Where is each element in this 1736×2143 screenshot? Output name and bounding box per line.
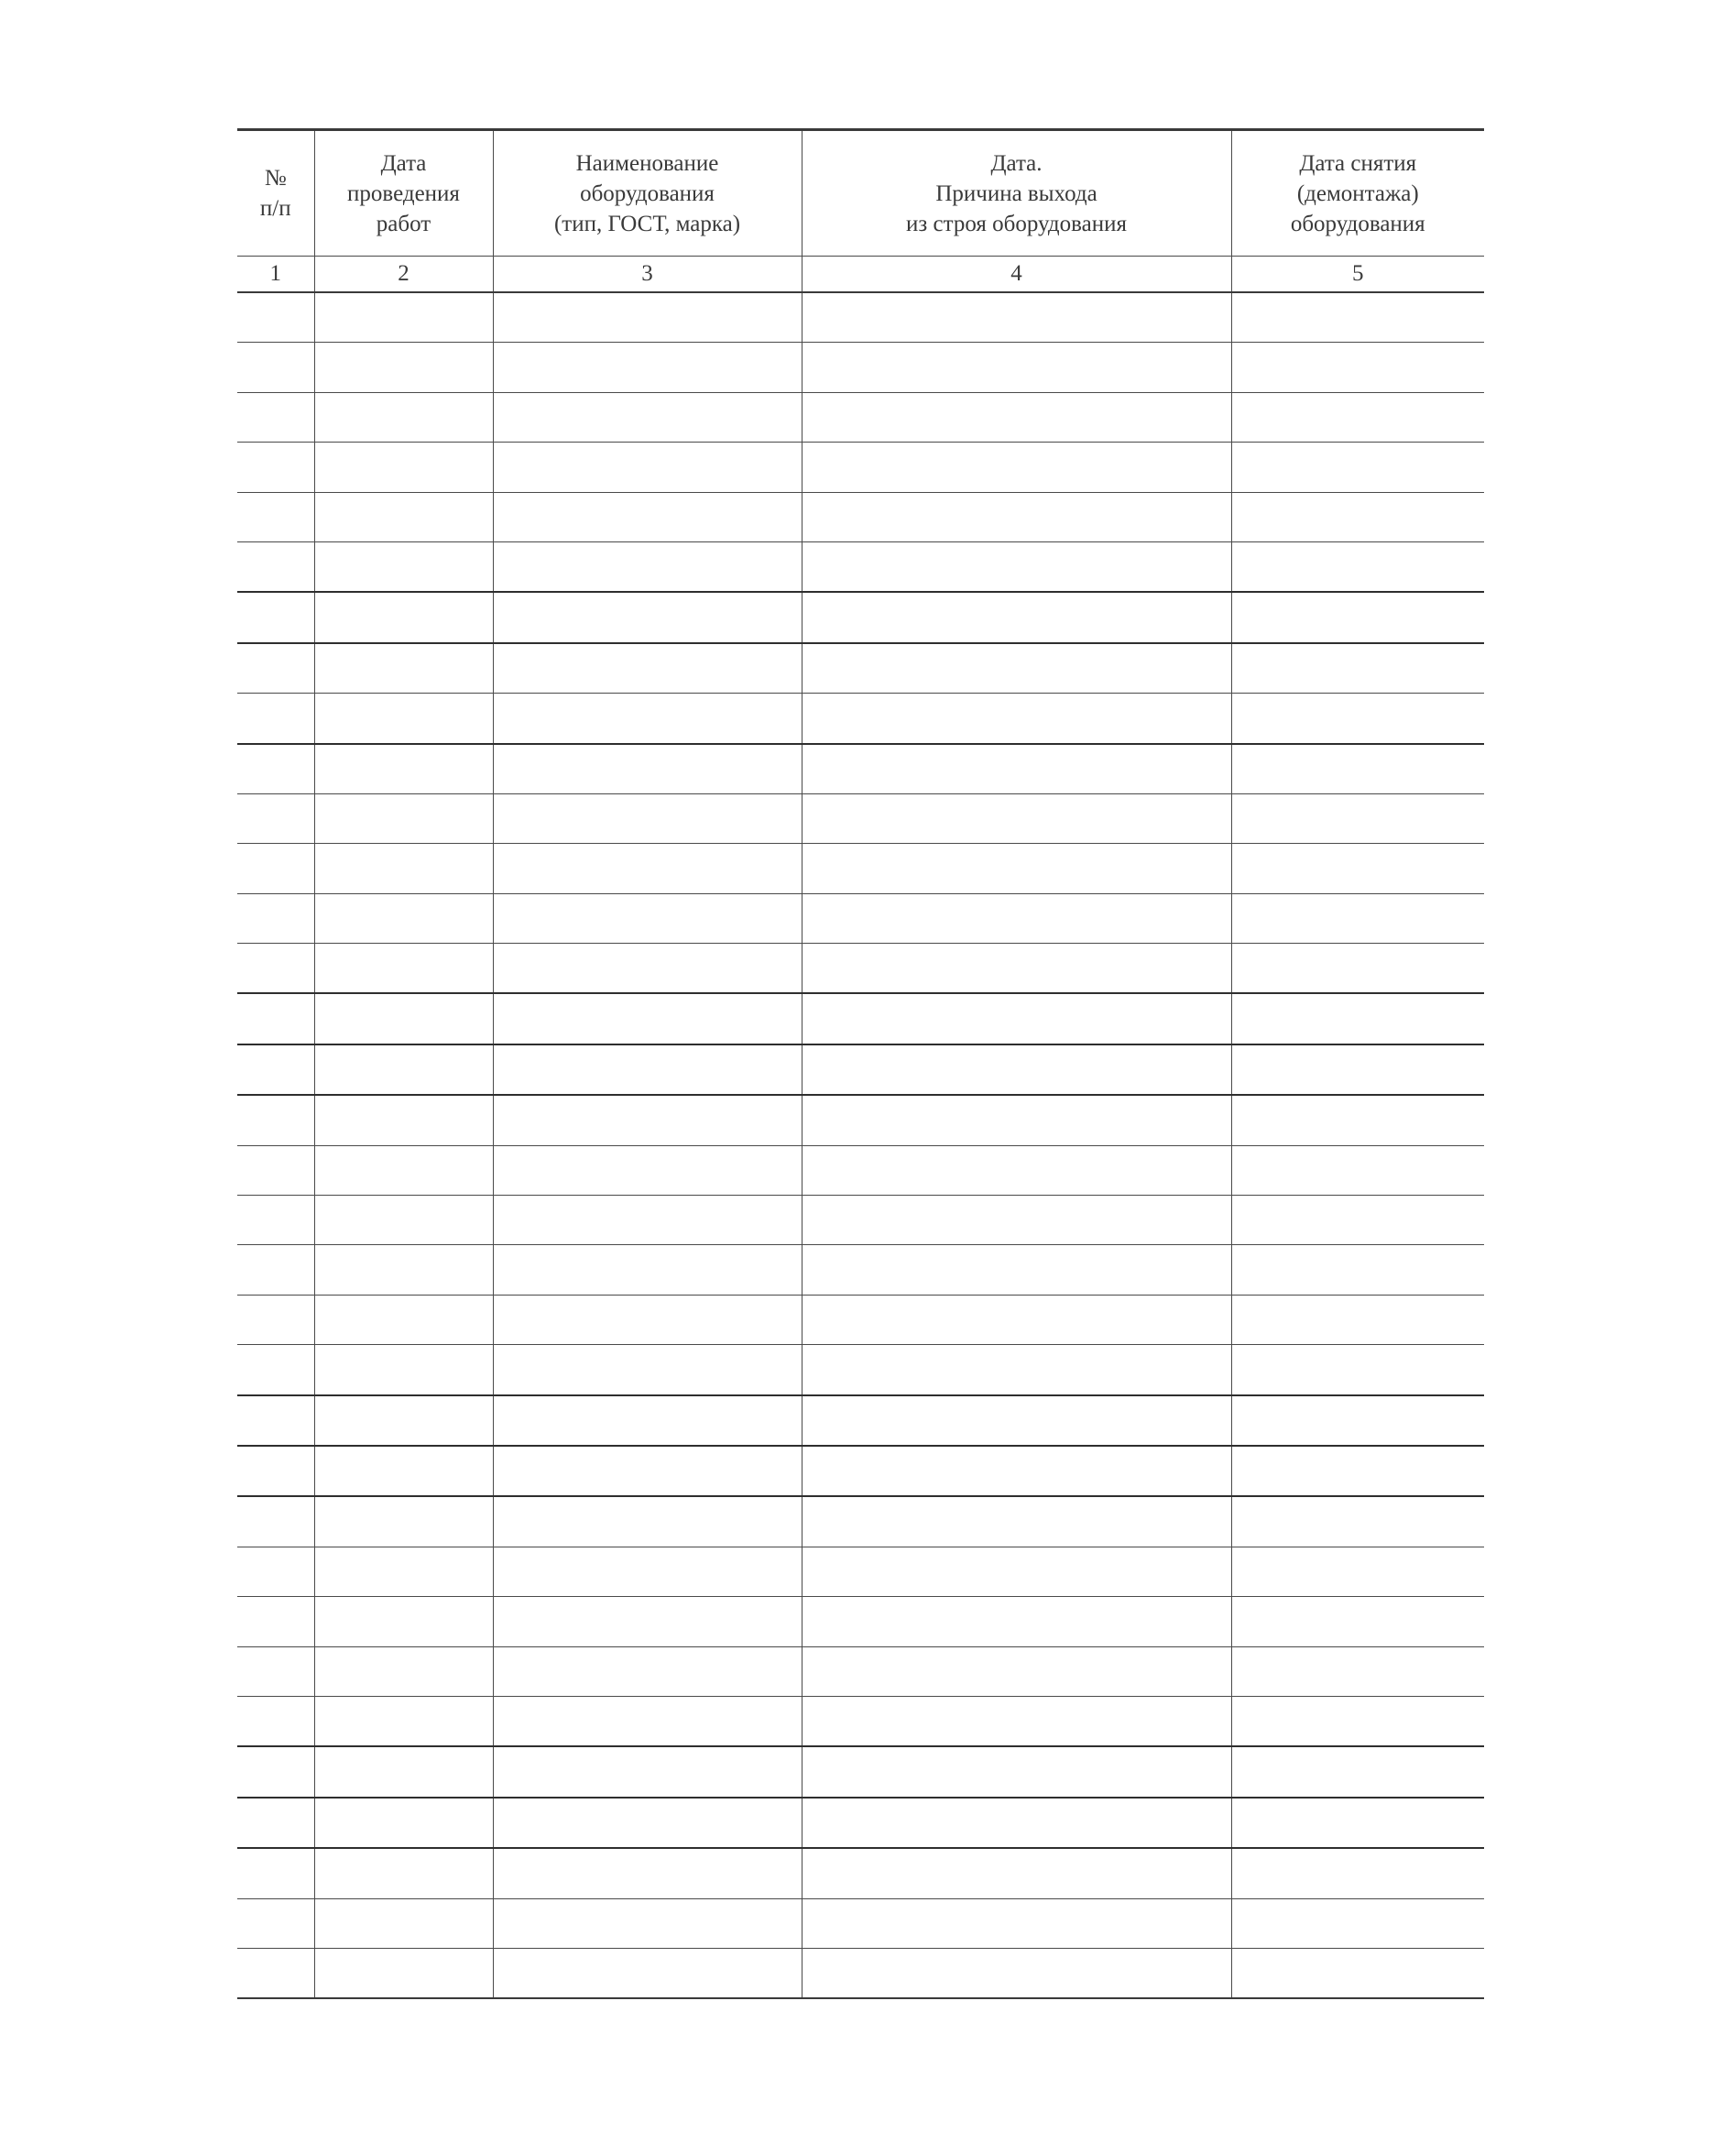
column-number-5: 5 <box>1231 257 1484 293</box>
table-cell[interactable] <box>493 744 802 794</box>
table-cell[interactable] <box>314 1547 493 1596</box>
table-cell[interactable] <box>1231 443 1484 492</box>
table-cell[interactable] <box>1231 744 1484 794</box>
table-row <box>237 343 1484 392</box>
table-row <box>237 1245 1484 1295</box>
table-cell[interactable] <box>1231 1295 1484 1344</box>
table-cell[interactable] <box>1231 643 1484 694</box>
table-cell[interactable] <box>1231 1798 1484 1848</box>
table-cell[interactable] <box>237 1746 314 1797</box>
table-cell[interactable] <box>237 1245 314 1295</box>
table-cell[interactable] <box>1231 1547 1484 1596</box>
table-cell[interactable] <box>493 893 802 943</box>
table-row <box>237 744 1484 794</box>
table-cell[interactable] <box>314 1848 493 1898</box>
table-cell[interactable] <box>493 1597 802 1646</box>
table-cell[interactable] <box>802 844 1231 893</box>
table-cell[interactable] <box>802 1044 1231 1095</box>
table-cell[interactable] <box>314 1044 493 1095</box>
table-cell[interactable] <box>493 592 802 642</box>
table-cell[interactable] <box>493 1446 802 1496</box>
table-cell[interactable] <box>802 1196 1231 1245</box>
table-cell[interactable] <box>237 541 314 592</box>
table-cell[interactable] <box>1231 492 1484 541</box>
table-row <box>237 643 1484 694</box>
table-cell[interactable] <box>802 592 1231 642</box>
table-cell[interactable] <box>237 643 314 694</box>
header-removal-date: Дата снятия (демонтажа) оборудования <box>1231 130 1484 257</box>
table-cell[interactable] <box>314 744 493 794</box>
table-cell[interactable] <box>314 844 493 893</box>
table-cell[interactable] <box>802 1095 1231 1145</box>
table-cell[interactable] <box>237 1196 314 1245</box>
table-cell[interactable] <box>1231 1345 1484 1395</box>
table-cell[interactable] <box>493 443 802 492</box>
table-cell[interactable] <box>802 1898 1231 1948</box>
table-cell[interactable] <box>802 793 1231 843</box>
header-failure-reason: Дата. Причина выхода из строя оборудования <box>802 130 1231 257</box>
table-cell[interactable] <box>802 1345 1231 1395</box>
table-cell[interactable] <box>237 392 314 442</box>
table-cell[interactable] <box>1231 1898 1484 1948</box>
table-row <box>237 844 1484 893</box>
table-row <box>237 1746 1484 1797</box>
table-row <box>237 1798 1484 1848</box>
table-cell[interactable] <box>237 694 314 744</box>
table-row <box>237 1848 1484 1898</box>
equipment-log-table <box>237 128 1484 1999</box>
table-cell[interactable] <box>493 944 802 994</box>
table-row <box>237 944 1484 994</box>
table-cell[interactable] <box>237 1948 314 1998</box>
table-cell[interactable] <box>493 541 802 592</box>
table-row <box>237 1095 1484 1145</box>
column-number-1: 1 <box>237 257 314 293</box>
table-cell[interactable] <box>1231 1597 1484 1646</box>
table-cell[interactable] <box>1231 541 1484 592</box>
table-cell[interactable] <box>237 944 314 994</box>
table-cell[interactable] <box>237 1095 314 1145</box>
table-row <box>237 793 1484 843</box>
table-cell[interactable] <box>237 1848 314 1898</box>
table-cell[interactable] <box>1231 1496 1484 1547</box>
table-cell[interactable] <box>493 1345 802 1395</box>
header-number: № п/п <box>237 130 314 257</box>
table-row <box>237 1948 1484 1998</box>
table-cell[interactable] <box>802 1848 1231 1898</box>
table-cell[interactable] <box>314 292 493 343</box>
table-cell[interactable] <box>493 643 802 694</box>
table-cell[interactable] <box>802 893 1231 943</box>
table-row <box>237 1196 1484 1245</box>
table-cell[interactable] <box>314 443 493 492</box>
table-row <box>237 1496 1484 1547</box>
table-cell[interactable] <box>237 893 314 943</box>
table-cell[interactable] <box>802 694 1231 744</box>
header-equipment-name: Наименование оборудования (тип, ГОСТ, марка) <box>493 130 802 257</box>
table-cell[interactable] <box>493 392 802 442</box>
table-cell[interactable] <box>314 1345 493 1395</box>
table-cell[interactable] <box>237 343 314 392</box>
table-cell[interactable] <box>802 1395 1231 1446</box>
table-body <box>237 292 1484 1998</box>
table-row <box>237 694 1484 744</box>
table-row <box>237 541 1484 592</box>
table-cell[interactable] <box>314 1295 493 1344</box>
table-cell[interactable] <box>802 1597 1231 1646</box>
table-cell[interactable] <box>314 893 493 943</box>
table-cell[interactable] <box>314 1646 493 1696</box>
table-cell[interactable] <box>237 592 314 642</box>
table-cell[interactable] <box>1231 1395 1484 1446</box>
table-cell[interactable] <box>493 343 802 392</box>
table-cell[interactable] <box>802 1798 1231 1848</box>
table-cell[interactable] <box>314 1696 493 1746</box>
table-cell[interactable] <box>237 1295 314 1344</box>
table-cell[interactable] <box>493 492 802 541</box>
table-cell[interactable] <box>237 1696 314 1746</box>
table-cell[interactable] <box>1231 392 1484 442</box>
table-cell[interactable] <box>802 443 1231 492</box>
table-cell[interactable] <box>314 343 493 392</box>
table-cell[interactable] <box>314 1245 493 1295</box>
table-cell[interactable] <box>314 1145 493 1195</box>
table-cell[interactable] <box>802 1446 1231 1496</box>
table-cell[interactable] <box>1231 1446 1484 1496</box>
table-cell[interactable] <box>802 1547 1231 1596</box>
table-cell[interactable] <box>1231 1095 1484 1145</box>
table-cell[interactable] <box>1231 1145 1484 1195</box>
table-row <box>237 392 1484 442</box>
table-cell[interactable] <box>493 1145 802 1195</box>
table-cell[interactable] <box>493 1496 802 1547</box>
table-cell[interactable] <box>493 1095 802 1145</box>
table-cell[interactable] <box>314 1948 493 1998</box>
table-row <box>237 1898 1484 1948</box>
table-row <box>237 1345 1484 1395</box>
table-cell[interactable] <box>314 541 493 592</box>
table-cell[interactable] <box>802 392 1231 442</box>
table-cell[interactable] <box>493 1295 802 1344</box>
table-cell[interactable] <box>1231 844 1484 893</box>
table-cell[interactable] <box>314 392 493 442</box>
table-row <box>237 1295 1484 1344</box>
table-row <box>237 1597 1484 1646</box>
table-cell[interactable] <box>314 1597 493 1646</box>
table-row <box>237 1547 1484 1596</box>
table-cell[interactable] <box>493 1245 802 1295</box>
table-cell[interactable] <box>1231 1696 1484 1746</box>
table-cell[interactable] <box>802 1295 1231 1344</box>
table-row <box>237 1696 1484 1746</box>
table-cell[interactable] <box>314 492 493 541</box>
table-cell[interactable] <box>314 643 493 694</box>
table-cell[interactable] <box>493 1898 802 1948</box>
table-cell[interactable] <box>314 944 493 994</box>
table-cell[interactable] <box>237 292 314 343</box>
table-cell[interactable] <box>802 944 1231 994</box>
table-cell[interactable] <box>493 1696 802 1746</box>
table-row <box>237 1145 1484 1195</box>
table-cell[interactable] <box>802 1746 1231 1797</box>
table-cell[interactable] <box>493 1196 802 1245</box>
table-cell[interactable] <box>237 492 314 541</box>
table-cell[interactable] <box>237 1345 314 1395</box>
table-cell[interactable] <box>314 1395 493 1446</box>
column-number-4: 4 <box>802 257 1231 293</box>
table-cell[interactable] <box>1231 893 1484 943</box>
table-cell[interactable] <box>237 1597 314 1646</box>
table-cell[interactable] <box>1231 292 1484 343</box>
table-cell[interactable] <box>493 1798 802 1848</box>
table-cell[interactable] <box>237 1898 314 1948</box>
table-row <box>237 492 1484 541</box>
table-row <box>237 292 1484 343</box>
table-cell[interactable] <box>802 1948 1231 1998</box>
table-cell[interactable] <box>802 541 1231 592</box>
table-cell[interactable] <box>802 343 1231 392</box>
table-cell[interactable] <box>493 1547 802 1596</box>
table-cell[interactable] <box>237 844 314 893</box>
header-work-date: Дата проведения работ <box>314 130 493 257</box>
table-cell[interactable] <box>493 694 802 744</box>
table-cell[interactable] <box>802 993 1231 1044</box>
table-cell[interactable] <box>237 1446 314 1496</box>
table-cell[interactable] <box>493 1948 802 1998</box>
table-row <box>237 1446 1484 1496</box>
table-cell[interactable] <box>314 592 493 642</box>
table-row <box>237 993 1484 1044</box>
table-cell[interactable] <box>493 1395 802 1446</box>
table-cell[interactable] <box>1231 993 1484 1044</box>
table-cell[interactable] <box>314 1746 493 1797</box>
table-cell[interactable] <box>237 1496 314 1547</box>
table-cell[interactable] <box>802 1245 1231 1295</box>
table-row <box>237 893 1484 943</box>
table-cell[interactable] <box>1231 592 1484 642</box>
table-cell[interactable] <box>802 744 1231 794</box>
table-cell[interactable] <box>314 1798 493 1848</box>
table-cell[interactable] <box>1231 1948 1484 1998</box>
table-cell[interactable] <box>237 1547 314 1596</box>
table-row <box>237 592 1484 642</box>
table-cell[interactable] <box>802 643 1231 694</box>
table-cell[interactable] <box>237 744 314 794</box>
table-cell[interactable] <box>802 292 1231 343</box>
table-cell[interactable] <box>1231 1646 1484 1696</box>
table-row <box>237 1044 1484 1095</box>
table-cell[interactable] <box>1231 694 1484 744</box>
table-cell[interactable] <box>1231 793 1484 843</box>
column-number-3: 3 <box>493 257 802 293</box>
table-cell[interactable] <box>1231 1044 1484 1095</box>
table-cell[interactable] <box>802 492 1231 541</box>
table-cell[interactable] <box>802 1646 1231 1696</box>
table-cell[interactable] <box>1231 1245 1484 1295</box>
table-cell[interactable] <box>314 1196 493 1245</box>
table-cell[interactable] <box>493 844 802 893</box>
table-cell[interactable] <box>314 1496 493 1547</box>
table-cell[interactable] <box>237 1145 314 1195</box>
table-cell[interactable] <box>1231 343 1484 392</box>
table-cell[interactable] <box>237 793 314 843</box>
table-cell[interactable] <box>493 1044 802 1095</box>
table-cell[interactable] <box>237 1646 314 1696</box>
table-cell[interactable] <box>493 993 802 1044</box>
table-cell[interactable] <box>802 1496 1231 1547</box>
table-cell[interactable] <box>314 1898 493 1948</box>
table-cell[interactable] <box>314 1095 493 1145</box>
table-cell[interactable] <box>314 694 493 744</box>
table-cell[interactable] <box>314 793 493 843</box>
table-cell[interactable] <box>237 993 314 1044</box>
column-number-row <box>237 257 1484 293</box>
column-number-2: 2 <box>314 257 493 293</box>
table-header-row <box>237 130 1484 257</box>
table-cell[interactable] <box>1231 944 1484 994</box>
table-cell[interactable] <box>1231 1746 1484 1797</box>
table-cell[interactable] <box>314 1446 493 1496</box>
table-row <box>237 443 1484 492</box>
table-row <box>237 1646 1484 1696</box>
table-cell[interactable] <box>493 292 802 343</box>
table-cell[interactable] <box>1231 1848 1484 1898</box>
table-cell[interactable] <box>493 1746 802 1797</box>
table-cell[interactable] <box>314 993 493 1044</box>
table-cell[interactable] <box>802 1696 1231 1746</box>
table-cell[interactable] <box>493 1848 802 1898</box>
table-cell[interactable] <box>237 1044 314 1095</box>
table-cell[interactable] <box>237 443 314 492</box>
table-cell[interactable] <box>1231 1196 1484 1245</box>
table-cell[interactable] <box>237 1395 314 1446</box>
table-cell[interactable] <box>237 1798 314 1848</box>
table-cell[interactable] <box>493 793 802 843</box>
table-cell[interactable] <box>802 1145 1231 1195</box>
table-row <box>237 1395 1484 1446</box>
table-cell[interactable] <box>493 1646 802 1696</box>
